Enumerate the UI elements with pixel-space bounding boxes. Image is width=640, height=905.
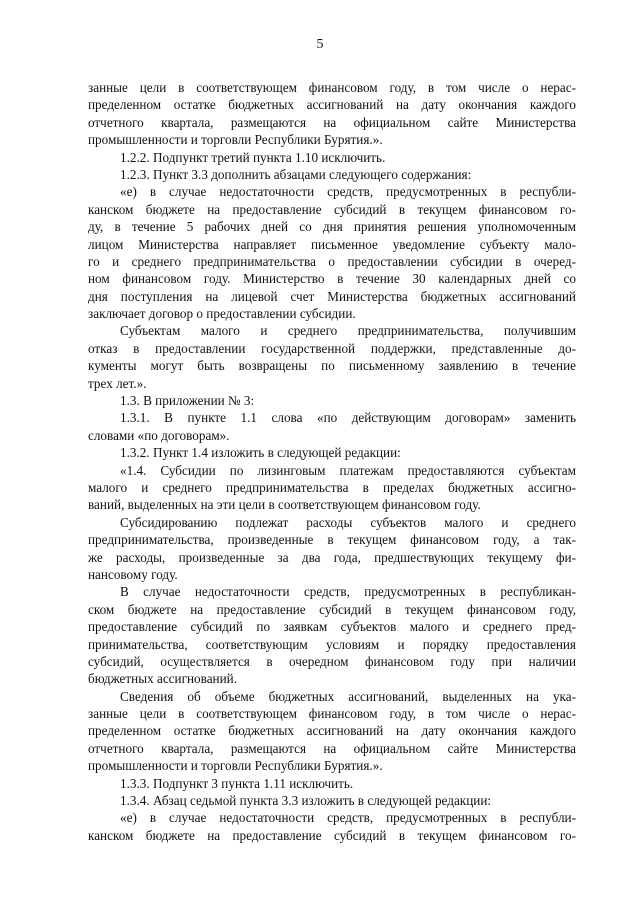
text-line: трех лет.». [88, 375, 147, 391]
text-line: Субъектам малого и среднего предпринимательства, получившим [120, 323, 576, 339]
text-line: нансовому году. [88, 566, 178, 582]
text-line: предпринимательства, произведенные в текущем финансовом году, а так- [88, 532, 576, 548]
text-line: Сведения об объеме бюджетных ассигнований, выделенных на ука- [120, 688, 576, 704]
text-line: ду, в течение 5 рабочих дней со дня принятия решения уполномоченным [88, 219, 576, 235]
text-line: бюджетных ассигнований. [88, 671, 238, 687]
text-line: 1.3.4. Абзац седьмой пункта 3.3 изложить в следующей редакции: [120, 793, 492, 809]
document-body [88, 79, 576, 844]
text-line: ском бюджете на предоставление субсидий в текущем финансовом году, [88, 601, 576, 617]
text-line: занные цели в соответствующем финансовом году, в том числе о нерас- [88, 80, 576, 95]
text-line: 1.3.3. Подпункт 3 пункта 1.11 исключить. [120, 775, 354, 791]
page-number: 5 [316, 37, 324, 52]
text-line: Субсидированию подлежат расходы субъектов малого и среднего [120, 514, 576, 530]
text-line: принимательства, соответствующим условиям и порядку предоставления [88, 636, 576, 652]
text-line: занные цели в соответствующем финансовом году, в том числе о нерас- [88, 706, 576, 722]
text-line: отчетного квартала, размещаются на официальном сайте Министерства [88, 114, 576, 130]
text-line: лицом Министерства направляет письменное уведомление субъекту мало- [88, 236, 576, 252]
text-line: малого и среднего предпринимательства в пределах бюджетных ассигно- [88, 479, 576, 495]
text-line: промышленности и торговли Республики Бурятия.». [88, 132, 383, 148]
text-line: В случае недостаточности средств, предусмотренных в республикан- [120, 584, 576, 600]
text-line: 1.2.2. Подпункт третий пункта 1.10 исключить. [120, 149, 386, 165]
text-line: «е) в случае недостаточности средств, предусмотренных в республи- [120, 184, 576, 200]
text-line: го и среднего предпринимательства о предоставлении субсидии в очеред- [88, 253, 576, 269]
text-line: кументы могут быть возвращены по письменному заявлению в течение [88, 358, 576, 374]
text-line: отчетного квартала, размещаются на официальном сайте Министерства [88, 740, 576, 756]
text-line: же расходы, произведенные за два года, предшествующих текущему фи- [88, 549, 576, 565]
text-line: заключает договор о предоставлении субсидии. [88, 306, 356, 322]
text-line: 1.3. В приложении № 3: [120, 393, 255, 409]
text-line: ном финансовом году. Министерство в течение 30 календарных дней со [88, 271, 576, 287]
text-line: пределенном остатке бюджетных ассигнований на дату окончания каждого [88, 97, 576, 113]
text-line: субсидий, осуществляется в очередном финансовом году при наличии [88, 653, 576, 669]
text-line: канском бюджете на предоставление субсидий в текущем финансовом го- [88, 201, 576, 217]
text-line: 1.2.3. Пункт 3.3 дополнить абзацами следующего содержания: [120, 166, 472, 182]
text-line: канском бюджете на предоставление субсидий в текущем финансовом го- [88, 827, 576, 843]
text-line: «е) в случае недостаточности средств, предусмотренных в республи- [120, 810, 576, 826]
text-line: словами «по договорам». [88, 427, 230, 443]
text-line: дня поступления на лицевой счет Министерства бюджетных ассигнований [88, 288, 576, 304]
text-line: «1.4. Субсидии по лизинговым платежам предоставляются субъектам [120, 462, 576, 478]
text-line: промышленности и торговли Республики Бурятия.». [88, 758, 383, 774]
text-line: 1.3.2. Пункт 1.4 изложить в следующей редакции: [120, 445, 401, 461]
text-line: пределенном остатке бюджетных ассигнований на дату окончания каждого [88, 723, 576, 739]
text-line: отказ в предоставлении государственной поддержки, представленные до- [88, 340, 576, 356]
text-line: 1.3.1. В пункте 1.1 слова «по действующим договорам» заменить [120, 410, 576, 426]
text-line: ваний, выделенных на эти цели в соответствующем финансовом году. [88, 497, 481, 513]
text-line: предоставление субсидий по заявкам субъектов малого и среднего пред- [88, 619, 576, 635]
